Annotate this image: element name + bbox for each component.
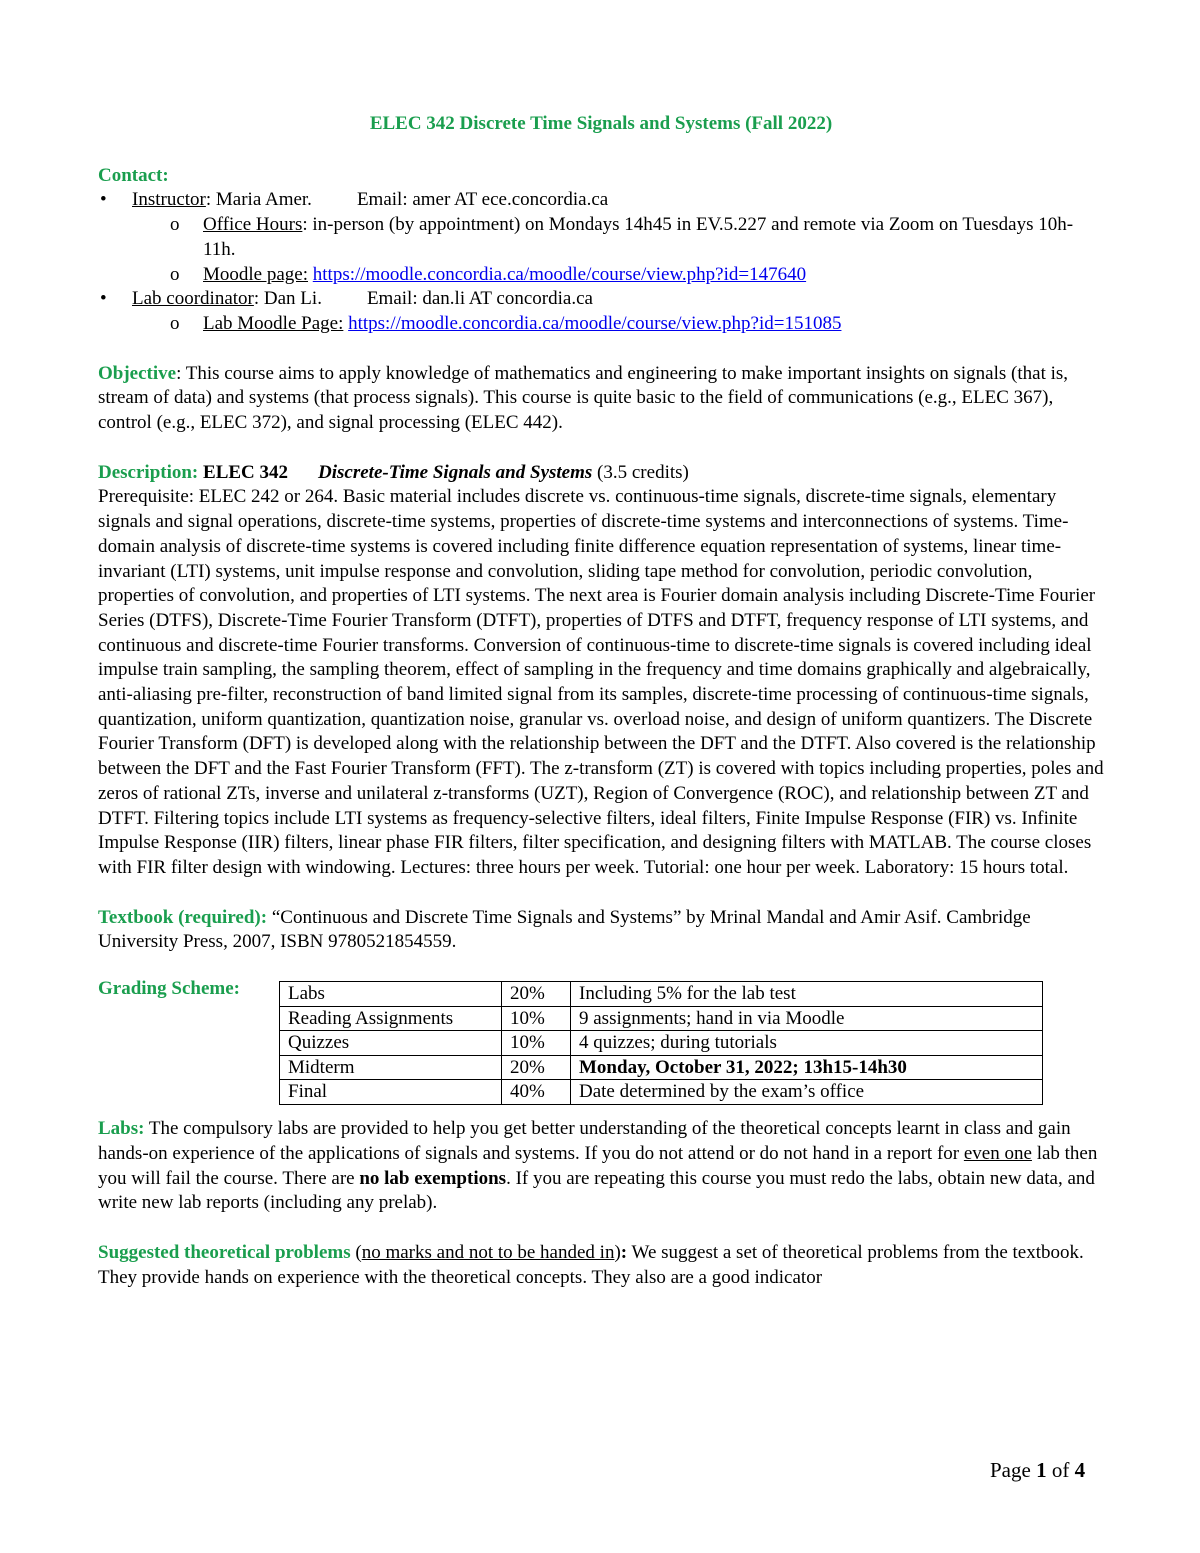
problems-text: We suggest a set of theoretical problems from the textbook. They provide hands on experience with the theoretical concepts. They also are a good indicator [98, 1241, 1084, 1288]
description-paragraph [98, 461, 1104, 881]
problems-paragraph: Suggested theoretical problems (no marks and not to be handed in): We suggest a set of theoretical problems from the textbook. They provide hands on experience with the theoretical concepts. They also are a good indicator [98, 1241, 1084, 1288]
page-current: 1 [1036, 1458, 1047, 1482]
contact-heading: Contact: [98, 164, 169, 186]
grading-weight: 10% [502, 1031, 571, 1056]
grading-weight: 10% [502, 1006, 571, 1031]
page-number [990, 1458, 1085, 1483]
page-total: 4 [1074, 1458, 1086, 1482]
grading-note: 9 assignments; hand in via Moodle [571, 1006, 1043, 1031]
instructor-name: : Maria Amer. [205, 189, 312, 211]
labs-label: Labs: [98, 1118, 145, 1140]
grading-item: Final [280, 1080, 502, 1105]
moodle-link[interactable]: https://moodle.concordia.ca/moodle/course/view.php?id=147640 [312, 263, 807, 285]
course-code: ELEC 342 [203, 461, 289, 483]
office-hours-item [98, 213, 1104, 262]
grading-note: Date determined by the exam’s office [571, 1080, 1043, 1105]
grading-label: Grading Scheme: [98, 978, 240, 1000]
lab-coordinator-name: : Dan Li. [253, 288, 322, 310]
grading-table [279, 981, 1043, 1105]
lab-moodle-link[interactable]: https://moodle.concordia.ca/moodle/course/view.php?id=151085 [348, 312, 842, 334]
problems-paren: no marks and not to be handed in [361, 1241, 615, 1263]
office-hours-label: Office Hours [203, 214, 303, 236]
office-hours-text: : in-person (by appointment) on Mondays 14h45 in EV.5.227 and remote via Zoom on Tuesdays 10h-11h. [203, 214, 1074, 260]
grading-note: Monday, October 31, 2022; 13h15-14h30 [571, 1055, 1043, 1080]
grading-weight: 40% [502, 1080, 571, 1105]
document-body [98, 112, 1104, 1290]
lab-coordinator-item [98, 287, 1104, 312]
grading-item: Quizzes [280, 1031, 502, 1056]
course-name: Discrete-Time Signals and Systems [318, 461, 593, 483]
grading-weight: 20% [502, 1055, 571, 1080]
table-row [280, 982, 1043, 1007]
lab-coordinator-label: Lab coordinator [132, 288, 254, 310]
labs-bold: no lab exemptions [359, 1167, 507, 1189]
grading-note: 4 quizzes; during tutorials [571, 1031, 1043, 1056]
instructor-item [98, 188, 1104, 213]
table-row [280, 1055, 1043, 1080]
objective-paragraph [98, 362, 1104, 436]
labs-text: The compulsory labs are provided to help you get better understanding of the theoretical concepts learnt in class and gain hands-on experience of the applications of signals and systems. If you do not attend or do not hand in a report for [98, 1118, 1071, 1164]
moodle-item [98, 263, 1104, 288]
instructor-email: Email: amer AT ece.concordia.ca [356, 189, 609, 211]
labs-text: . If you are repeating this course you must redo the labs, obtain new data, and write new lab reports (including any prelab). [98, 1167, 1095, 1214]
objective-label: Objective [98, 362, 177, 384]
table-row [280, 1006, 1043, 1031]
grading-item: Midterm [280, 1055, 502, 1080]
objective-text: : This course aims to apply knowledge of mathematics and engineering to make important insights on signals (that is, stream of data) and systems (that process signals). This course is quite basic to the field of communications (e.g., ELEC 367), control (e.g., ELEC 372), and signal processing (ELEC 442). [98, 362, 1069, 434]
grading-weight: 20% [502, 982, 571, 1007]
description-label: Description: [98, 461, 199, 483]
labs-paragraph [98, 1117, 1104, 1216]
course-credits: (3.5 credits) [592, 461, 689, 483]
lab-moodle-item [98, 312, 1104, 337]
grading-item: Labs [280, 982, 502, 1007]
textbook-label: Textbook (required): [98, 906, 268, 928]
problems-label: Suggested theoretical problems [98, 1241, 351, 1263]
table-row [280, 1080, 1043, 1105]
textbook-text: “Continuous and Discrete Time Signals and Systems” by Mrinal Mandal and Amir Asif. Cambridge University Press, 2007, ISBN 9780521854559. [98, 906, 1031, 953]
grading-item: Reading Assignments [280, 1006, 502, 1031]
course-title: ELEC 342 Discrete Time Signals and Systems (Fall 2022) [369, 113, 833, 134]
textbook-paragraph [98, 906, 1104, 955]
page-word: Page [990, 1458, 1031, 1482]
page-of: of [1051, 1458, 1070, 1482]
grading-section [98, 977, 1104, 1117]
description-text: Prerequisite: ELEC 242 or 264. Basic material includes discrete vs. continuous-time signals, discrete-time signals, elementary signals and signal operations, discrete-time systems, properties of discrete-time systems and interconnections of systems. Time-domain analysis of discrete-time systems is covered including finite difference equation representation of systems, linear time-invariant (LTI) systems, unit impulse response and convolution, sliding tape method for convolution, periodic convolution, properties of convolution, and properties of LTI systems. The next area is Fourier domain analysis including Discrete-Time Fourier Series (DTFS), Discrete-Time Fourier Transform (DTFT), properties of DTFS and DTFT, frequency response of LTI systems, and continuous and discrete-time Fourier transforms. Conversion of continuous-time to discrete-time signals is covered including ideal impulse train sampling, the sampling theorem, effect of sampling in the frequency and time domains graphically and algebraically, anti-aliasing pre-filter, reconstruction of band limited signal from its samples, discrete-time processing of continuous-time signals, quantization, uniform quantization, quantization noise, granular vs. overload noise, and design of uniform quantizers. The Discrete Fourier Transform (DFT) is developed along with the relationship between the DFT and the DTFT. Also covered is the relationship between the DFT and the Fast Fourier Transform (FFT). The z-transform (ZT) is covered with topics including properties, poles and zeros of rational ZTs, inverse and unilateral z-transforms (UZT), Region of Convergence (ROC), and relationship between ZT and DTFT. Filtering topics include LTI systems as frequency-selective filters, ideal filters, Finite Impulse Response (FIR) vs. Infinite Impulse Response (IIR) filters, linear phase FIR filters, filter specification, and designing filters with MATLAB. The course closes with FIR filter design with windowing. Lectures: three hours per week. Tutorial: one hour per week. Laboratory: 15 hours total. [98, 486, 1104, 878]
table-row [280, 1031, 1043, 1056]
labs-text: lab then you will fail the course. There are [98, 1142, 1098, 1189]
lab-moodle-label: Lab Moodle Page: [203, 312, 344, 334]
labs-underline: even one [963, 1142, 1032, 1164]
lab-coordinator-email: Email: dan.li AT concordia.ca [366, 288, 593, 310]
moodle-label: Moodle page: [203, 263, 309, 285]
instructor-label: Instructor [132, 189, 206, 211]
grading-note: Including 5% for the lab test [571, 982, 1043, 1007]
